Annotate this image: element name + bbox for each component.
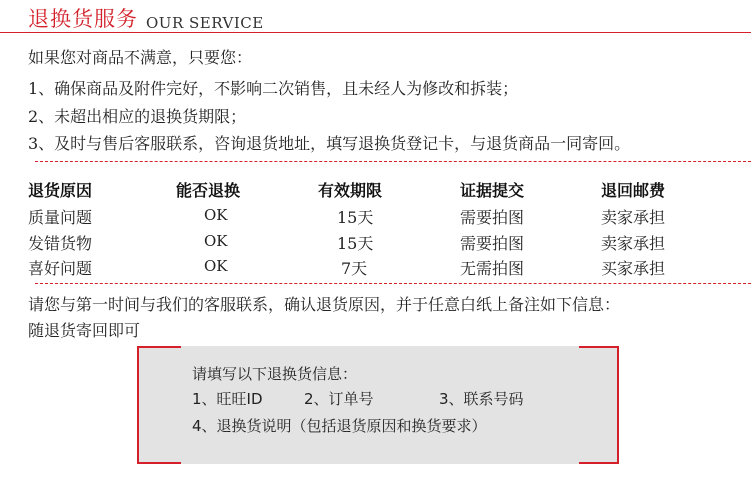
note-item-order: 2、订单号 <box>304 390 374 408</box>
page-title-cn: 退换货服务 <box>28 7 138 31</box>
cell-returnable: OK <box>204 206 228 224</box>
title-divider <box>0 32 751 33</box>
condition-3: 3、及时与售后客服联系，咨询退货地址，填写退换货登记卡，与退货商品一同寄回。 <box>28 134 631 153</box>
table-header-evidence: 证据提交 <box>460 181 525 200</box>
note-heading: 请填写以下退换货信息： <box>192 365 358 383</box>
cell-reason: 质量问题 <box>28 208 93 227</box>
cell-returnable: OK <box>204 232 228 250</box>
dashed-divider <box>35 161 751 162</box>
info-note-box <box>137 346 619 464</box>
intro-lead: 如果您对商品不满意，只要您： <box>28 48 253 67</box>
cell-reason: 喜好问题 <box>28 259 93 278</box>
table-header-period: 有效期限 <box>318 181 383 200</box>
condition-2: 2、未超出相应的退换货期限； <box>28 107 247 126</box>
condition-1: 1、确保商品及附件完好，不影响二次销售，且未经人为修改和拆装； <box>28 79 519 98</box>
cell-period: 7天 <box>341 259 368 278</box>
cell-period: 15天 <box>337 208 374 227</box>
cell-evidence: 需要拍图 <box>460 208 525 227</box>
table-header-reason: 退货原因 <box>28 181 93 200</box>
cell-reason: 发错货物 <box>28 234 93 253</box>
cell-period: 15天 <box>337 234 374 253</box>
table-header-postage: 退回邮费 <box>601 181 666 200</box>
cell-evidence: 无需拍图 <box>460 259 525 278</box>
dashed-divider <box>35 283 751 284</box>
cell-postage: 买家承担 <box>601 259 666 278</box>
note-item-wangwang: 1、旺旺ID <box>192 390 263 408</box>
note-item-explanation: 4、退换货说明（包括退货原因和换货要求） <box>192 417 487 435</box>
cell-postage: 卖家承担 <box>601 208 666 227</box>
note-bracket-right <box>579 346 619 464</box>
cell-returnable: OK <box>204 257 228 275</box>
note-item-phone: 3、联系号码 <box>439 390 524 408</box>
contact-instruction: 请您与第一时间与我们的客服联系，确认退货原因，并于任意白纸上备注如下信息： <box>28 295 621 314</box>
table-header-returnable: 能否退换 <box>176 181 241 200</box>
contact-instruction-2: 随退货寄回即可 <box>28 321 141 340</box>
page-title-en: OUR SERVICE <box>146 14 264 32</box>
note-bracket-left <box>137 346 181 464</box>
cell-postage: 卖家承担 <box>601 234 666 253</box>
cell-evidence: 需要拍图 <box>460 234 525 253</box>
